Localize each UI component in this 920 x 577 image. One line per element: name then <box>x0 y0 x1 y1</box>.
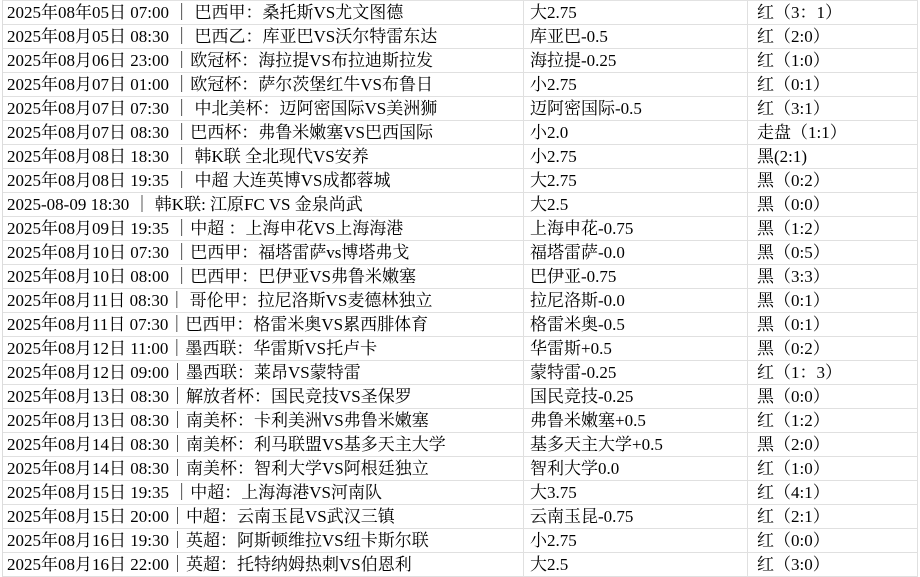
table-row <box>3 313 918 337</box>
cell-result[interactable]: 红（1:2） <box>748 409 918 433</box>
cell-result[interactable]: 红（3：1） <box>748 1 918 25</box>
cell-handicap[interactable]: 海拉提-0.25 <box>524 49 748 73</box>
cell-match[interactable]: 2025年08月13日 08:30｜解放者杯：国民竞技VS圣保罗 <box>3 385 524 409</box>
cell-match[interactable]: 2025年08月14日 08:30｜南美杯：智利大学VS阿根廷独立 <box>3 457 524 481</box>
cell-result[interactable]: 红（4:1） <box>748 481 918 505</box>
cell-match[interactable]: 2025年08月12日 11:00｜墨西联：华雷斯VS托卢卡 <box>3 337 524 361</box>
table-row <box>3 505 918 529</box>
table-row <box>3 409 918 433</box>
cell-handicap[interactable]: 小2.75 <box>524 529 748 553</box>
cell-handicap[interactable]: 小2.0 <box>524 121 748 145</box>
cell-match[interactable]: 2025年08月07日 08:30 ｜巴西杯：弗鲁米嫩塞VS巴西国际 <box>3 121 524 145</box>
cell-result[interactable]: 黑（0:0） <box>748 385 918 409</box>
cell-match[interactable]: 2025年08月11日 08:30｜ 哥伦甲：拉尼洛斯VS麦德林独立 <box>3 289 524 313</box>
cell-result[interactable]: 黑（1:2） <box>748 217 918 241</box>
cell-match[interactable]: 2025年08月15日 19:35 ｜中超：上海海港VS河南队 <box>3 481 524 505</box>
cell-handicap[interactable]: 迈阿密国际-0.5 <box>524 97 748 121</box>
table-row <box>3 193 918 217</box>
cell-handicap[interactable]: 蒙特雷-0.25 <box>524 361 748 385</box>
cell-handicap[interactable]: 巴伊亚-0.75 <box>524 265 748 289</box>
cell-handicap[interactable]: 大2.75 <box>524 169 748 193</box>
cell-result[interactable]: 黑（0:5） <box>748 241 918 265</box>
cell-match[interactable]: 2025年08月16日 19:30｜英超：阿斯顿维拉VS纽卡斯尔联 <box>3 529 524 553</box>
cell-result[interactable]: 黑（0:2） <box>748 337 918 361</box>
cell-match[interactable]: 2025年08月08日 18:30 ｜ 韩K联 全北现代VS安养 <box>3 145 524 169</box>
cell-match[interactable]: 2025年08年05日 07:00 ｜ 巴西甲：桑托斯VS尤文图德 <box>3 1 524 25</box>
cell-handicap[interactable]: 基多天主大学+0.5 <box>524 433 748 457</box>
cell-result[interactable]: 黑（0:0） <box>748 193 918 217</box>
table-row <box>3 1 918 25</box>
cell-result[interactable]: 红（1:0） <box>748 457 918 481</box>
cell-handicap[interactable]: 小2.75 <box>524 73 748 97</box>
table-row <box>3 169 918 193</box>
cell-result[interactable]: 走盘（1:1） <box>748 121 918 145</box>
cell-handicap[interactable]: 大2.75 <box>524 1 748 25</box>
cell-match[interactable]: 2025年08月16日 22:00｜英超：托特纳姆热刺VS伯恩利 <box>3 553 524 577</box>
table-row <box>3 97 918 121</box>
table-row <box>3 481 918 505</box>
cell-match[interactable]: 2025年08月09日 19:35 ｜中超 ：上海申花VS上海海港 <box>3 217 524 241</box>
table-row <box>3 49 918 73</box>
cell-handicap[interactable]: 大2.5 <box>524 553 748 577</box>
table-row <box>3 25 918 49</box>
betting-record-table <box>2 0 918 577</box>
cell-match[interactable]: 2025年08月15日 20:00｜中超：云南玉昆VS武汉三镇 <box>3 505 524 529</box>
cell-result[interactable]: 红（1：3） <box>748 361 918 385</box>
cell-result[interactable]: 黑（2:0） <box>748 433 918 457</box>
cell-match[interactable]: 2025-08-09 18:30 ｜ 韩K联: 江原FC VS 金泉尚武 <box>3 193 524 217</box>
cell-handicap[interactable]: 小2.75 <box>524 145 748 169</box>
table-row <box>3 529 918 553</box>
cell-match[interactable]: 2025年08月10日 07:30 ｜巴西甲：福塔雷萨vs博塔弗戈 <box>3 241 524 265</box>
table-row <box>3 121 918 145</box>
cell-handicap[interactable]: 智利大学0.0 <box>524 457 748 481</box>
cell-match[interactable]: 2025年08月10日 08:00 ｜巴西甲：巴伊亚VS弗鲁米嫩塞 <box>3 265 524 289</box>
table-row <box>3 433 918 457</box>
cell-match[interactable]: 2025年08月13日 08:30｜南美杯：卡利美洲VS弗鲁米嫩塞 <box>3 409 524 433</box>
cell-handicap[interactable]: 库亚巴-0.5 <box>524 25 748 49</box>
cell-result[interactable]: 红（3:1） <box>748 97 918 121</box>
cell-result[interactable]: 红（3:0） <box>748 553 918 577</box>
table-row <box>3 145 918 169</box>
cell-match[interactable]: 2025年08月12日 09:00｜墨西联：莱昂VS蒙特雷 <box>3 361 524 385</box>
cell-result[interactable]: 红（2:1） <box>748 505 918 529</box>
cell-handicap[interactable]: 国民竞技-0.25 <box>524 385 748 409</box>
cell-result[interactable]: 黑（0:1） <box>748 313 918 337</box>
cell-result[interactable]: 黑（0:2） <box>748 169 918 193</box>
cell-match[interactable]: 2025年08月14日 08:30｜南美杯：利马联盟VS基多天主大学 <box>3 433 524 457</box>
cell-handicap[interactable]: 华雷斯+0.5 <box>524 337 748 361</box>
cell-handicap[interactable]: 云南玉昆-0.75 <box>524 505 748 529</box>
table-row <box>3 553 918 577</box>
cell-result[interactable]: 红（0:0） <box>748 529 918 553</box>
cell-result[interactable]: 红（2:0） <box>748 25 918 49</box>
cell-handicap[interactable]: 上海申花-0.75 <box>524 217 748 241</box>
cell-match[interactable]: 2025年08月06日 23:00 ｜欧冠杯：海拉提VS布拉迪斯拉发 <box>3 49 524 73</box>
cell-match[interactable]: 2025年08月08日 19:35 ｜ 中超 大连英博VS成都蓉城 <box>3 169 524 193</box>
cell-result[interactable]: 黑（0:1） <box>748 289 918 313</box>
table-row <box>3 361 918 385</box>
table-row <box>3 289 918 313</box>
cell-handicap[interactable]: 弗鲁米嫩塞+0.5 <box>524 409 748 433</box>
table-row <box>3 73 918 97</box>
cell-match[interactable]: 2025年08月11日 07:30｜巴西甲：格雷米奥VS累西腓体育 <box>3 313 524 337</box>
cell-result[interactable]: 红（0:1） <box>748 73 918 97</box>
cell-result[interactable]: 黑(2:1) <box>748 145 918 169</box>
cell-handicap[interactable]: 福塔雷萨-0.0 <box>524 241 748 265</box>
cell-result[interactable]: 红（1:0） <box>748 49 918 73</box>
table-row <box>3 265 918 289</box>
cell-result[interactable]: 黑（3:3） <box>748 265 918 289</box>
cell-match[interactable]: 2025年08月07日 01:00 ｜欧冠杯：萨尔茨堡红牛VS布鲁日 <box>3 73 524 97</box>
cell-handicap[interactable]: 大2.5 <box>524 193 748 217</box>
table-row <box>3 457 918 481</box>
table-row <box>3 385 918 409</box>
cell-handicap[interactable]: 拉尼洛斯-0.0 <box>524 289 748 313</box>
cell-handicap[interactable]: 大3.75 <box>524 481 748 505</box>
cell-match[interactable]: 2025年08月05日 08:30 ｜ 巴西乙：库亚巴VS沃尔特雷东达 <box>3 25 524 49</box>
table-row <box>3 241 918 265</box>
table-row <box>3 217 918 241</box>
cell-match[interactable]: 2025年08月07日 07:30 ｜ 中北美杯：迈阿密国际VS美洲狮 <box>3 97 524 121</box>
cell-handicap[interactable]: 格雷米奥-0.5 <box>524 313 748 337</box>
table-row <box>3 337 918 361</box>
